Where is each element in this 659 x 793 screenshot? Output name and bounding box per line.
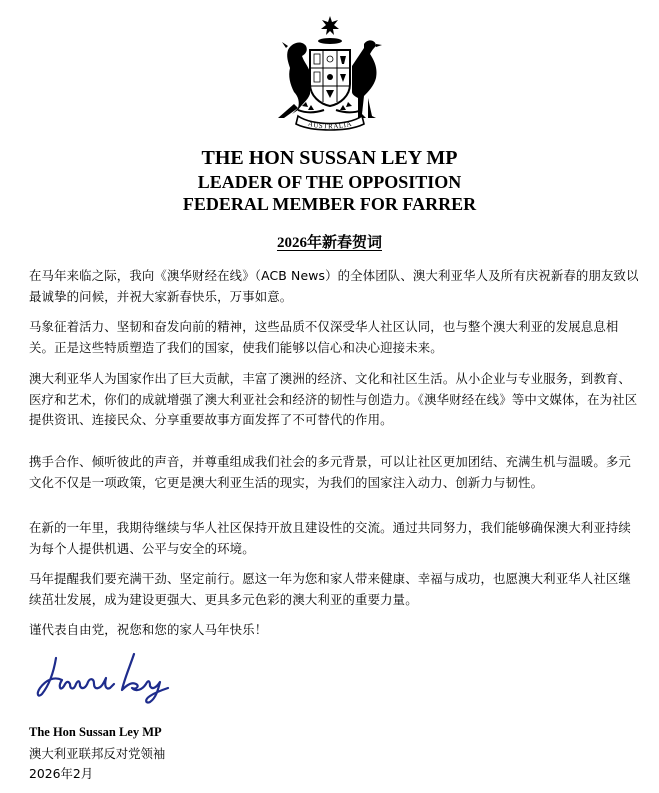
letter-paragraph: 谨代表自由党，祝您和您的家人马年快乐！	[29, 622, 268, 637]
coat-of-arms-icon	[268, 14, 392, 134]
letter-title	[0, 233, 659, 253]
letter-date: 2026年2月	[29, 766, 94, 781]
svg-text:AUSTRALIA	[307, 120, 353, 131]
signatory-name: The Hon Sussan Ley MP	[29, 725, 162, 739]
letter-paragraph: 在新的一年里，我期待继续与华人社区保持开放且建设性的交流。通过共同努力，我们能够确保澳大利亚持续为每个人提供机遇、公平与安全的环境。	[29, 520, 631, 556]
signatory-title: 澳大利亚联邦反对党领袖	[29, 746, 166, 761]
member-name-heading: THE HON SUSSAN LEY MP	[201, 147, 458, 169]
handwritten-signature-icon	[32, 650, 182, 706]
member-role-heading: LEADER OF THE OPPOSITION	[197, 172, 462, 192]
crest-ribbon-text: AUSTRALIA	[307, 119, 353, 131]
letter-paragraph: 澳大利亚华人为国家作出了巨大贡献，丰富了澳洲的经济、文化和社区生活。从小企业与专业服务，到教育、医疗和艺术，你们的成就增强了澳大利亚社会和经济的韧性与创造力。《澳华财经在线》等中文媒体，在为社区提供资讯、连接民众、分享重要故事方面发挥了不可替代的作用。	[29, 371, 638, 427]
letter-paragraph: 携手合作、倾听彼此的声音，并尊重组成我们社会的多元背景，可以让社区更加团结、充满生机与温暖。多元文化不仅是一项政策，它更是澳大利亚生活的现实，为我们的国家注入动力、创新力与韧性。	[29, 454, 631, 490]
letter-paragraph: 在马年来临之际，我向《澳华财经在线》（ACB News）的全体团队、澳大利亚华人及所有庆祝新春的朋友致以最诚挚的问候，并祝大家新春快乐，万事如意。	[29, 268, 639, 304]
letter-paragraph: 马年提醒我们要充满干劲、坚定前行。愿这一年为您和家人带来健康、幸福与成功，也愿澳大利亚华人社区继续茁壮发展，成为建设更强大、更具多元色彩的澳大利亚的重要力量。	[29, 571, 631, 607]
member-seat-heading: FEDERAL MEMBER FOR FARRER	[182, 194, 477, 214]
letter-paragraph: 马象征着活力、坚韧和奋发向前的精神，这些品质不仅深受华人社区认同，也与整个澳大利亚的发展息息相关。正是这些特质塑造了我们的国家，使我们能够以信心和决心迎接未来。	[29, 319, 619, 355]
letter-title-text: 2026年新春贺词	[276, 235, 382, 251]
